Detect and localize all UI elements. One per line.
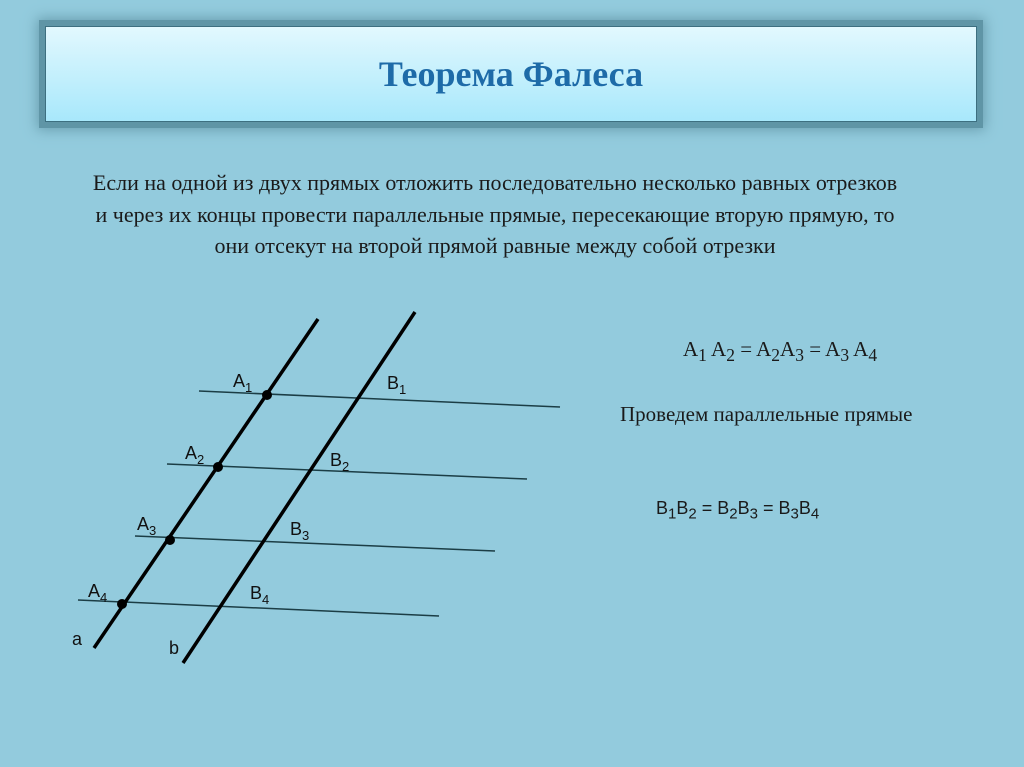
- label-b4: $B_4$: [250, 583, 270, 607]
- label-b1: $B_1$: [387, 373, 407, 397]
- eq-part: = B: [696, 498, 730, 518]
- eq-sub: 4: [810, 505, 820, 523]
- point-a4: [117, 599, 127, 609]
- eq-part: B: [676, 498, 689, 518]
- parallel-line-3: [135, 536, 495, 551]
- theorem-statement: Если на одной из двух прямых отложить последовательно несколько равных отрезков и через их концы провести параллельные прямые, пересекающие вторую прямую, то они отсекут на второй прямой равные между собой отрезки: [92, 170, 898, 258]
- eq-sub: 3: [790, 505, 799, 523]
- label-b2: $B_2$: [330, 450, 350, 474]
- eq-sub: 1: [668, 505, 677, 523]
- eq-sub: 4: [868, 345, 878, 366]
- eq-sub: 3: [795, 345, 804, 366]
- eq-part: A: [706, 337, 727, 361]
- eq-sub: 2: [729, 505, 738, 523]
- eq-sub: 2: [771, 345, 781, 366]
- slide-title: Теорема Фалеса: [378, 54, 644, 94]
- label-a4: $A_4$: [88, 581, 108, 605]
- label-b3: $B_3$: [290, 519, 310, 543]
- eq-part: A: [780, 337, 796, 361]
- eq-part: B: [656, 498, 669, 518]
- label-a2: $A_2$: [185, 443, 205, 467]
- eq-part: A: [849, 337, 869, 361]
- label-a3: $A_3$: [137, 514, 157, 538]
- label-a1: $A_1$: [233, 371, 253, 395]
- eq-sub: 2: [726, 345, 735, 366]
- label-line-a: a: [72, 629, 83, 649]
- eq-sub: 1: [698, 345, 707, 366]
- eq-sub: 3: [749, 505, 758, 523]
- point-a2: [213, 462, 223, 472]
- eq-sub: 3: [840, 345, 850, 366]
- parallel-line-1: [199, 391, 560, 407]
- point-a3: [165, 535, 175, 545]
- eq-part: A: [683, 337, 699, 361]
- step-text: Проведем параллельные прямые: [620, 402, 913, 426]
- eq-part: = A: [803, 337, 841, 361]
- eq-part: = A: [734, 337, 772, 361]
- point-a1: [262, 390, 272, 400]
- eq-part: = B: [757, 498, 791, 518]
- line-a: [94, 319, 318, 648]
- eq-part: B: [737, 498, 750, 518]
- eq-part: B: [798, 498, 811, 518]
- eq-sub: 2: [688, 505, 697, 523]
- label-line-b: b: [169, 638, 180, 658]
